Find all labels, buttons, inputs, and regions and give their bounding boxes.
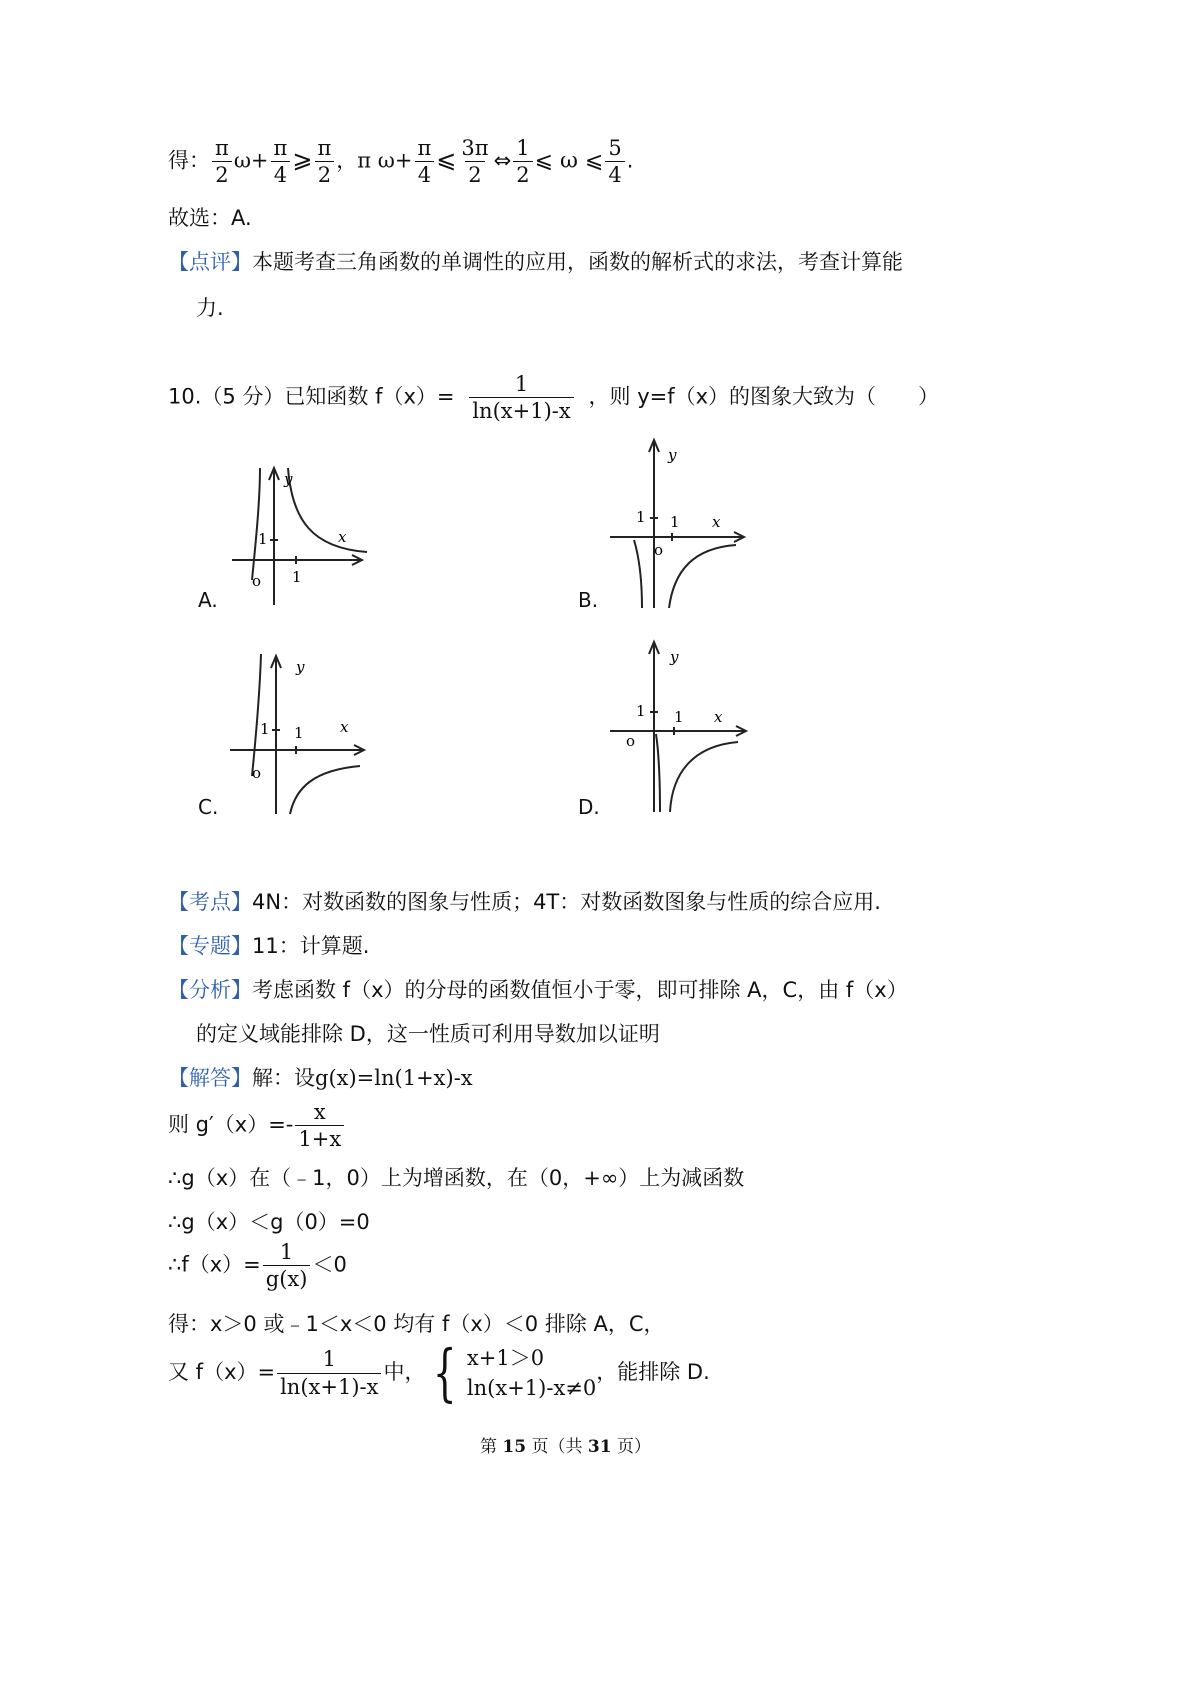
fraction: $\frac{1}{2}$ bbox=[513, 136, 532, 187]
exclude-ac-line: 得：x＞0 或﹣1＜x＜0 均有 f（x）＜0 排除 A，C， bbox=[168, 1312, 665, 1336]
fraction: $\frac{\pi}{4}$ bbox=[271, 136, 291, 187]
kaodian-tag: 【考点】 bbox=[168, 890, 252, 914]
jieda-line: 【解答】解：设g(x)=ln(1+x)-x bbox=[168, 1066, 473, 1090]
tick-1-y: 1 bbox=[258, 530, 268, 548]
kaodian-line: 【考点】4N：对数函数的图象与性质；4T：对数函数图象与性质的综合应用. bbox=[168, 890, 881, 914]
comment-line-2: 力. bbox=[196, 296, 224, 320]
derivative-line: 则 g′（x）=- $\frac{x}{1+x}$ bbox=[168, 1100, 346, 1151]
option-a-label[interactable]: A. bbox=[198, 588, 218, 612]
comment-line-1: 【点评】本题考查三角函数的单调性的应用，函数的解析式的求法，考查计算能 bbox=[168, 250, 903, 274]
y-axis-label: y bbox=[670, 648, 679, 666]
fraction: $\frac{x}{1+x}$ bbox=[295, 1100, 344, 1151]
fenxi-line-2: 的定义域能排除 D，这一性质可利用导数加以证明 bbox=[196, 1022, 660, 1046]
tick-1-y: 1 bbox=[636, 508, 646, 526]
zhuanti-line: 【专题】11：计算题. bbox=[168, 934, 370, 958]
fenxi-tag: 【分析】 bbox=[168, 978, 252, 1002]
origin-label: o bbox=[626, 732, 636, 750]
x-axis-label: x bbox=[338, 528, 347, 546]
x-axis-label: x bbox=[712, 513, 721, 531]
fraction: $\frac{3\pi}{2}$ bbox=[461, 136, 489, 188]
fraction: $\frac{\pi}{2}$ bbox=[314, 136, 334, 187]
page-number: 15 bbox=[502, 1437, 527, 1457]
tick-1-x: 1 bbox=[294, 724, 304, 742]
tick-1-y: 1 bbox=[636, 702, 646, 720]
fraction: $\frac{1}{\ln(x+1)-x}$ bbox=[277, 1347, 381, 1398]
f-negative-line: ∴f（x）= $\frac{1}{g(x)}$ ＜0 bbox=[168, 1240, 347, 1292]
page-total: 31 bbox=[587, 1437, 612, 1457]
option-b-label[interactable]: B. bbox=[578, 588, 599, 612]
condition-system: x+1＞0 ln(x+1)-x≠0 bbox=[466, 1345, 597, 1400]
tick-1-x: 1 bbox=[674, 708, 684, 726]
zhuanti-tag: 【专题】 bbox=[168, 934, 252, 958]
fenxi-line-1: 【分析】考虑函数 f（x）的分母的函数值恒小于零，即可排除 A，C，由 f（x） bbox=[168, 978, 908, 1002]
fraction: $\frac{\pi}{2}$ bbox=[212, 136, 232, 187]
option-b-graph[interactable] bbox=[604, 430, 764, 610]
option-c-label[interactable]: C. bbox=[198, 795, 219, 819]
page-footer: 第 15 页（共 31 页） bbox=[480, 1437, 651, 1457]
answer-choice: 故选：A. bbox=[168, 206, 252, 230]
origin-label: o bbox=[252, 764, 262, 782]
option-d-graph[interactable] bbox=[604, 634, 764, 814]
y-axis-label: y bbox=[284, 470, 293, 488]
tick-1-x: 1 bbox=[670, 513, 680, 531]
max-line: ∴g（x）＜g（0）=0 bbox=[168, 1210, 370, 1234]
brace-icon: { bbox=[433, 1336, 458, 1409]
exclude-d-line: 又 f（x）= $\frac{1}{\ln(x+1)-x}$ 中， { x+1＞0 ln(x+1)-x≠0 ，能排除 D. bbox=[168, 1336, 710, 1409]
origin-label: o bbox=[654, 541, 664, 559]
fraction: $\frac{1}{\ln(x+1)-x}$ bbox=[457, 372, 587, 423]
tick-1-x: 1 bbox=[292, 568, 302, 586]
y-axis-label: y bbox=[668, 446, 677, 464]
derivation-line: 得： $\frac{\pi}{2}$ ω+ $\frac{\pi}{4}$ ⩾ $\frac{\pi}{2}$ ，π ω+ $\frac{\pi}{4}$ ⩽ $\frac{3\pi}{2}$ ⇔ $\frac{1}{2}$ ⩽ ω ⩽ $\frac{5}{4}$ . bbox=[168, 136, 634, 188]
fraction: $\frac{\pi}{4}$ bbox=[414, 136, 434, 187]
fraction: $\frac{5}{4}$ bbox=[605, 136, 624, 187]
option-c-graph[interactable] bbox=[222, 646, 382, 816]
x-axis-label: x bbox=[340, 718, 349, 736]
tick-1-y: 1 bbox=[260, 720, 270, 738]
question-10: 10.（5 分）已知函数 f（x）= $\frac{1}{\ln(x+1)-x}$ ，则 y=f（x）的图象大致为（ ） bbox=[168, 372, 940, 424]
option-a-graph[interactable] bbox=[222, 440, 382, 610]
jieda-tag: 【解答】 bbox=[168, 1066, 252, 1090]
comment-tag: 【点评】 bbox=[168, 250, 252, 274]
option-d-label[interactable]: D. bbox=[578, 795, 600, 819]
y-axis-label: y bbox=[296, 658, 305, 676]
fraction: $\frac{1}{g(x)}$ bbox=[263, 1240, 311, 1291]
x-axis-label: x bbox=[714, 708, 723, 726]
monotonic-line: ∴g（x）在（﹣1，0）上为增函数，在（0，+∞）上为减函数 bbox=[168, 1166, 745, 1190]
origin-label: o bbox=[252, 572, 262, 590]
